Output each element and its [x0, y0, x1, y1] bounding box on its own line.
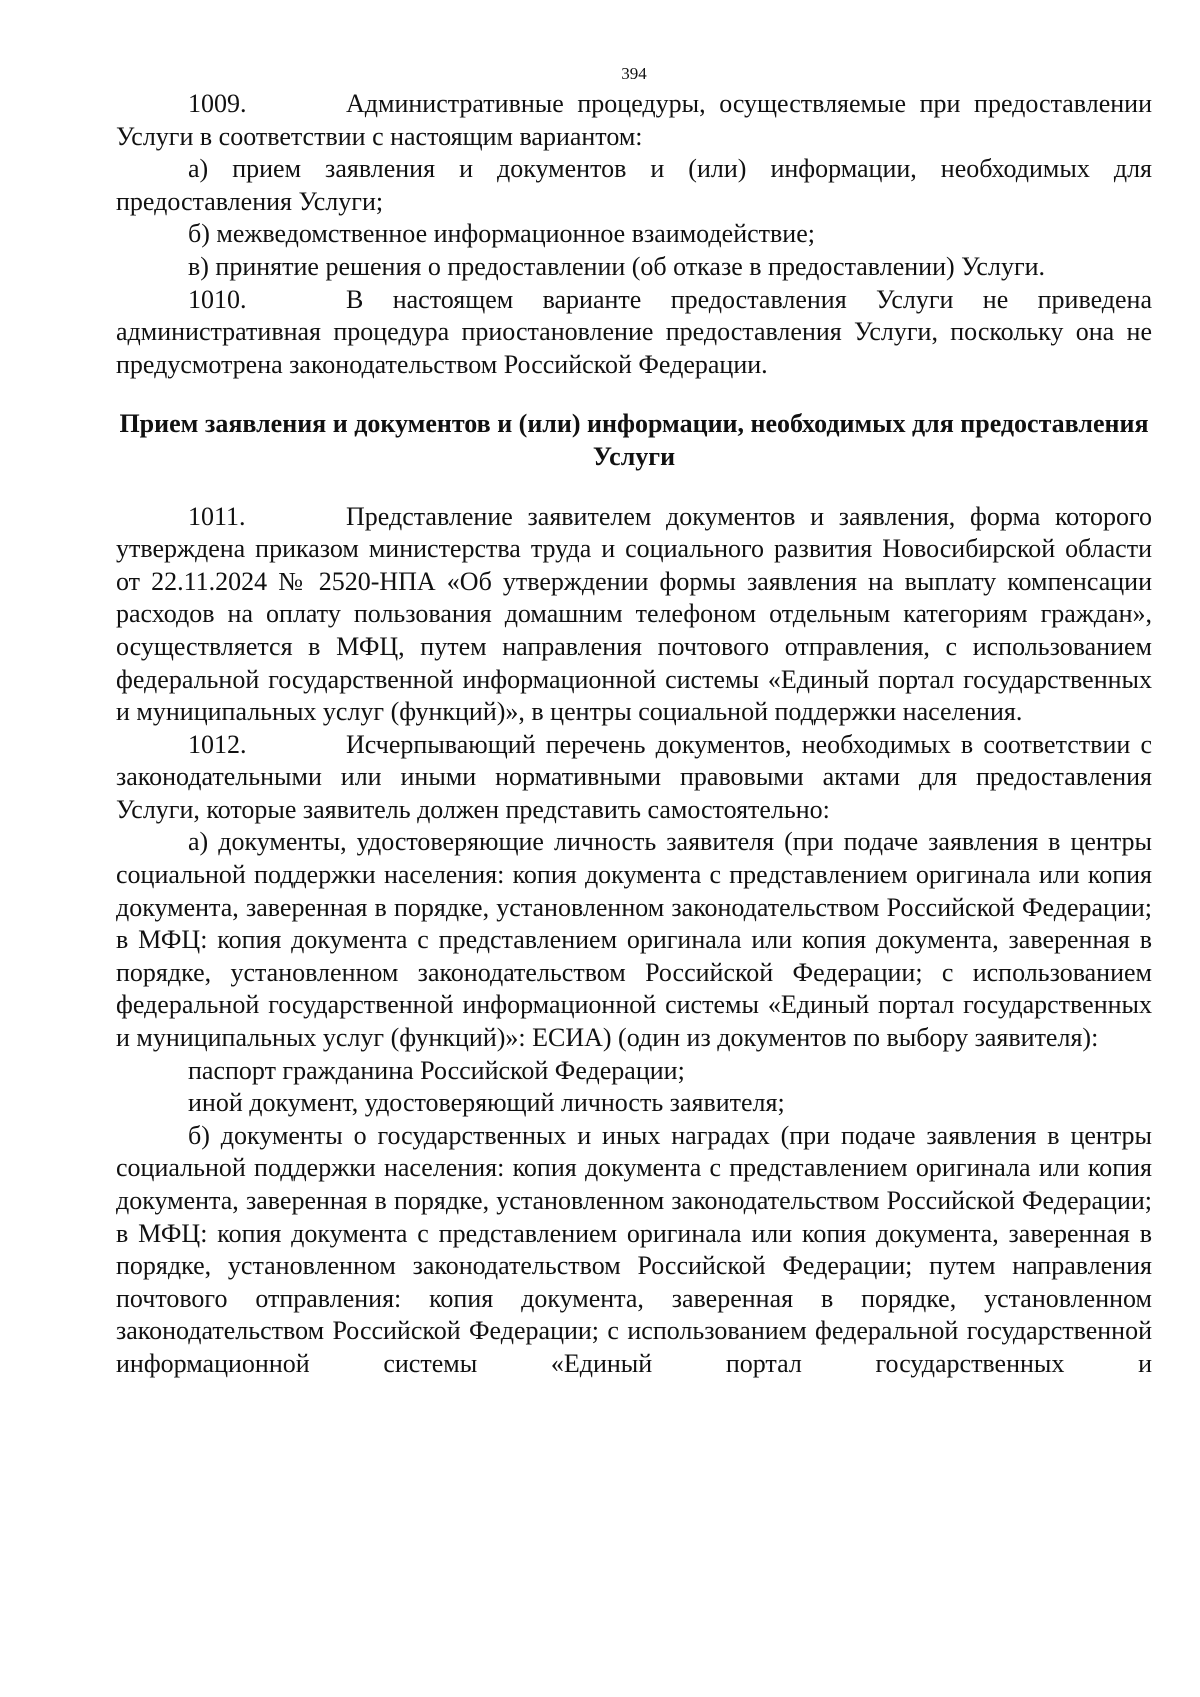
paragraph-1011: [116, 501, 1152, 729]
list-item-b: б) межведомственное информационное взаимодействие;: [188, 219, 815, 249]
document-page: [116, 64, 1152, 1381]
list-item-a-documents: а) документы, удостоверяющие личность заявителя (при подаче заявления в центры социальной поддержки населения: копия документа с представлением оригинала или копия документа, заверенная в порядке, установленном законодательством Российской Федерации; в МФЦ: копия документа с представлением оригинала или копия документа, заверенная в порядке, установленном законодательством Российской Федерации; с использованием федеральной государственной информационной системы «Единый портал государственных и муниципальных услуг (функций)»: ЕСИА) (один из документов по выбору заявителя):: [116, 827, 1152, 1053]
list-item-a: а) прием заявления и документов и (или) информации, необходимых для предоставления Услуги;: [116, 154, 1152, 216]
paragraph-1010: [116, 284, 1152, 382]
paragraph-text: Представление заявителем документов и заявления, форма которого утверждена приказом министерства труда и социального развития Новосибирской области от 22.11.2024 № 2520-НПА «Об утверждении формы заявления на выплату компенсации расходов на оплату пользования домашним телефоном отдельным категориям граждан», осуществляется в МФЦ, путем направления почтового отправления, с использованием федеральной государственной информационной системы «Единый портал государственных и муниципальных услуг (функций)», в центры социальной поддержки населения.: [116, 501, 1152, 727]
paragraphs-top: [116, 88, 1152, 381]
paragraph-text: Административные процедуры, осуществляемые при предоставлении Услуги в соответствии с настоящим вариантом:: [116, 89, 1152, 151]
paragraph-number: 1010.: [188, 284, 247, 314]
paragraph-1012: [116, 729, 1152, 827]
paragraph-number: 1011.: [188, 501, 246, 531]
list-item-passport: паспорт гражданина Российской Федерации;: [188, 1055, 685, 1085]
paragraph-1009: [116, 88, 1152, 153]
paragraph-text: В настоящем варианте предоставления Услуги не приведена административная процедура приостановление предоставления Услуги, поскольку она не предусмотрена законодательством Российской Федерации.: [116, 284, 1152, 379]
paragraph-number: 1012.: [188, 729, 247, 759]
list-item-v: в) принятие решения о предоставлении (об отказе в предоставлении) Услуги.: [188, 251, 1046, 281]
section-heading: Прием заявления и документов и (или) информации, необходимых для предоставления Услуги: [119, 409, 1149, 471]
paragraph-text: Исчерпывающий перечень документов, необходимых в соответствии с законодательными или иными нормативными правовыми актами для предоставления Услуги, которые заявитель должен представить самостоятельно:: [116, 729, 1152, 824]
paragraphs-bottom: [116, 501, 1152, 1381]
list-item-b-awards: б) документы о государственных и иных наградах (при подаче заявления в центры социальной поддержки населения: копия документа с представлением оригинала или копия документа, заверенная в порядке, установленном законодательством Российской Федерации; в МФЦ: копия документа с представлением оригинала или копия документа, заверенная в порядке, установленном законодательством Российской Федерации; путем направления почтового отправления: копия документа, заверенная в порядке, установленном законодательством Российской Федерации; с использованием федеральной государственной информационной системы «Единый портал государственных и: [116, 1120, 1152, 1378]
list-item-other-id: иной документ, удостоверяющий личность заявителя;: [188, 1088, 785, 1118]
page-number: 394: [621, 64, 647, 83]
paragraph-number: 1009.: [188, 89, 247, 118]
